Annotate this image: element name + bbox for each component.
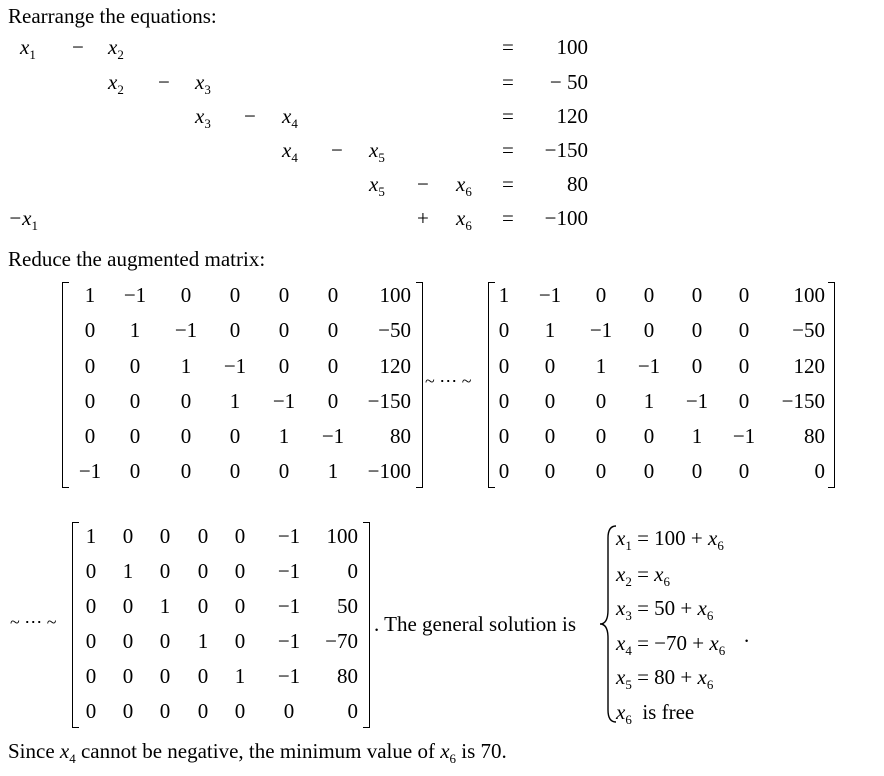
matrix-cell: 0 (278, 318, 290, 342)
matrix-cell: 0 (498, 354, 510, 378)
matrix-cell: 0 (738, 318, 750, 342)
matrix-cell: 100 (793, 283, 825, 307)
heading-rearrange: Rearrange the equations: (8, 4, 217, 28)
matrix-cell: 0 (197, 524, 209, 548)
matrix-cell: 0 (595, 283, 607, 307)
matrix-cell: 0 (691, 318, 703, 342)
matrix-cell: 0 (278, 459, 290, 483)
matrix-cell: 1 (85, 524, 97, 548)
equation-1-operator: − (72, 35, 84, 59)
matrix-cell: 0 (159, 524, 171, 548)
matrix-cell: 0 (229, 283, 241, 307)
conclusion-var-x4: $x_4$ (59, 739, 76, 766)
matrix-cell: 0 (738, 389, 750, 413)
matrix-cell: 0 (327, 354, 339, 378)
matrix-cell: −1 (277, 524, 301, 548)
equation-4-equals: = (502, 138, 514, 162)
equation-6-term-b: $x_6$ (456, 206, 472, 233)
matrix-cell: 0 (544, 389, 556, 413)
matrix-cell: 1 (544, 318, 556, 342)
conclusion-mid: cannot be negative, the minimum value of (75, 739, 441, 763)
matrix-cell: 0 (84, 318, 96, 342)
equation-2-term-b: $x_3$ (195, 70, 211, 97)
matrix-cell: −1 (637, 354, 661, 378)
matrix-cell: 0 (498, 424, 510, 448)
equation-5-equals: = (502, 172, 514, 196)
heading-reduce: Reduce the augmented matrix: (8, 247, 266, 271)
solution-row-3: $x_3 = 50 + x_6$ (616, 596, 714, 623)
matrix-cell: −1 (78, 459, 102, 483)
matrix-cell: 1 (84, 283, 96, 307)
matrix-cell: 0 (234, 594, 246, 618)
equation-3-equals: = (502, 104, 514, 128)
conclusion-sentence (8, 741, 507, 765)
equation-4-operator: − (331, 138, 343, 162)
matrix-cell: 0 (278, 354, 290, 378)
matrix-cell: 0 (234, 524, 246, 548)
matrix-cell: 0 (129, 354, 141, 378)
matrix-cell: −1 (321, 424, 345, 448)
equation-1-rhs: 100 (556, 35, 588, 59)
matrix-cell: 0 (544, 354, 556, 378)
equation-3-term-b: $x_4$ (282, 104, 298, 131)
matrix-cell: 1 (159, 594, 171, 618)
matrix-cell: 0 (544, 424, 556, 448)
matrix-cell: 0 (643, 424, 655, 448)
matrix-cell: 120 (379, 354, 411, 378)
equation-1-term-b: $x_2$ (108, 35, 124, 62)
matrix-cell: 0 (129, 389, 141, 413)
matrix-cell: 0 (738, 283, 750, 307)
matrix-cell: 0 (85, 699, 97, 723)
equation-4-term-b: $x_5$ (369, 138, 385, 165)
matrix-cell: 0 (234, 699, 246, 723)
matrix-cell: 0 (129, 424, 141, 448)
matrix-cell: 0 (180, 424, 192, 448)
matrix-cell: 0 (498, 318, 510, 342)
matrix-cell: 0 (595, 389, 607, 413)
matrix-cell: 1 (122, 559, 134, 583)
matrix-cell: 0 (122, 524, 134, 548)
matrix-cell: 0 (327, 318, 339, 342)
equation-1-equals: = (502, 35, 514, 59)
matrix-cell: 0 (197, 559, 209, 583)
equation-1-term-a: $x_1$ (20, 35, 36, 62)
matrix-cell: 0 (814, 459, 825, 483)
equation-4-rhs: −150 (544, 138, 588, 162)
equation-2-operator: − (158, 70, 170, 94)
equation-5-operator: − (417, 172, 429, 196)
matrix-cell: 0 (234, 559, 246, 583)
matrix-cell: −1 (538, 283, 562, 307)
matrix-cell: 1 (278, 424, 290, 448)
matrix-cell: 1 (234, 664, 246, 688)
matrix-cell: 0 (180, 459, 192, 483)
matrix-cell: 0 (85, 664, 97, 688)
equation-5-rhs: 80 (567, 172, 588, 196)
solution-row-6: $x_6$ is free (616, 700, 695, 727)
equation-2-term-a: $x_2$ (108, 70, 124, 97)
matrix-cell: 0 (229, 318, 241, 342)
matrix-cell: 0 (278, 283, 290, 307)
matrix-cell: 0 (85, 559, 97, 583)
matrix-cell: 0 (643, 318, 655, 342)
matrix-cell: −1 (277, 629, 301, 653)
matrix-cell: 0 (347, 559, 358, 583)
matrix-cell: −1 (123, 283, 147, 307)
matrix-cell: 0 (129, 459, 141, 483)
general-solution-label: . The general solution is (374, 612, 576, 636)
matrix-cell: −150 (367, 389, 411, 413)
equation-5-term-b: $x_6$ (456, 172, 472, 199)
matrix-cell: 0 (229, 459, 241, 483)
matrix-cell: 0 (595, 459, 607, 483)
matrix-cell: 1 (129, 318, 141, 342)
equation-2-rhs: − 50 (549, 70, 588, 94)
matrix-cell: 1 (498, 283, 510, 307)
matrix-cell: −1 (174, 318, 198, 342)
matrix-cell: 0 (122, 699, 134, 723)
matrix-cell: 0 (180, 283, 192, 307)
matrix-cell: −150 (781, 389, 825, 413)
solution-row-1: $x_1 = 100 + x_6$ (616, 526, 724, 553)
matrix-cell: 0 (347, 699, 358, 723)
matrix-right-bracket (363, 522, 370, 728)
equation-5-term-a: $x_5$ (369, 172, 385, 199)
matrix-cell: 100 (379, 283, 411, 307)
matrix-cell: 0 (643, 283, 655, 307)
matrix-cell: 80 (390, 424, 411, 448)
matrix-cell: −1 (223, 354, 247, 378)
matrix-cell: 80 (804, 424, 825, 448)
row-equivalence-symbol-2: ~ ⋯ ~ (10, 612, 57, 632)
matrix-right-bracket (416, 282, 423, 488)
matrix-cell: 0 (498, 389, 510, 413)
matrix-cell: −50 (378, 318, 411, 342)
matrix-cell: −1 (685, 389, 709, 413)
equation-6-operator: + (417, 206, 429, 230)
matrix-cell: 1 (595, 354, 607, 378)
matrix-cell: −1 (589, 318, 613, 342)
equation-6-equals: = (502, 206, 514, 230)
matrix-cell: 0 (84, 389, 96, 413)
solution-period: . (744, 623, 750, 647)
matrix-cell: 1 (691, 424, 703, 448)
matrix-cell: 0 (197, 664, 209, 688)
equation-4-term-a: $x_4$ (282, 138, 298, 165)
matrix-left-bracket (72, 522, 79, 728)
matrix-cell: 0 (159, 699, 171, 723)
matrix-cell: 0 (197, 594, 209, 618)
solution-row-2: $x_2 = x_6$ (616, 562, 670, 589)
matrix-cell: 1 (180, 354, 192, 378)
matrix-cell: 0 (544, 459, 556, 483)
matrix-cell: 0 (159, 629, 171, 653)
matrix-cell: −1 (277, 594, 301, 618)
equation-6-rhs: −100 (544, 206, 588, 230)
matrix-cell: −70 (325, 629, 358, 653)
matrix-cell: 0 (84, 354, 96, 378)
matrix-cell: 1 (643, 389, 655, 413)
equation-2-equals: = (502, 70, 514, 94)
left-brace (598, 524, 618, 724)
matrix-cell: 0 (691, 283, 703, 307)
matrix-cell: 0 (691, 354, 703, 378)
solution-row-5: $x_5 = 80 + x_6$ (616, 665, 714, 692)
equation-3-rhs: 120 (556, 104, 588, 128)
equation-6-term-a: $-x_1$ (8, 206, 38, 233)
matrix-cell: 1 (327, 459, 339, 483)
matrix-cell: −1 (272, 389, 296, 413)
matrix-cell: 0 (498, 459, 510, 483)
matrix-cell: 80 (337, 664, 358, 688)
matrix-cell: 0 (595, 424, 607, 448)
matrix-cell: −1 (277, 664, 301, 688)
matrix-cell: 0 (327, 389, 339, 413)
matrix-cell: 120 (793, 354, 825, 378)
matrix-cell: 0 (197, 699, 209, 723)
matrix-cell: 0 (643, 459, 655, 483)
matrix-cell: 0 (84, 424, 96, 448)
matrix-cell: 50 (337, 594, 358, 618)
matrix-cell: 0 (159, 559, 171, 583)
equation-3-operator: − (244, 104, 256, 128)
matrix-cell: 0 (180, 389, 192, 413)
matrix-cell: 0 (229, 424, 241, 448)
matrix-cell: 0 (122, 594, 134, 618)
matrix-cell: −50 (792, 318, 825, 342)
matrix-cell: 0 (234, 629, 246, 653)
matrix-cell: 1 (229, 389, 241, 413)
matrix-right-bracket (828, 282, 835, 488)
matrix-cell: 0 (159, 664, 171, 688)
equation-3-term-a: $x_3$ (195, 104, 211, 131)
matrix-cell: 0 (122, 629, 134, 653)
matrix-cell: 0 (122, 664, 134, 688)
matrix-cell: 100 (326, 524, 358, 548)
matrix-cell: −1 (277, 559, 301, 583)
matrix-cell: 0 (327, 283, 339, 307)
matrix-cell: 0 (738, 459, 750, 483)
matrix-left-bracket (62, 282, 69, 488)
matrix-cell: 0 (738, 354, 750, 378)
row-equivalence-symbol: ~ ⋯ ~ (425, 371, 472, 391)
matrix-cell: 1 (197, 629, 209, 653)
conclusion-var-x6: $x_6$ (440, 739, 457, 766)
matrix-cell: −100 (367, 459, 411, 483)
matrix-left-bracket (488, 282, 495, 488)
solution-row-4: $x_4 = -70 + x_6$ (616, 631, 726, 658)
matrix-cell: 0 (85, 629, 97, 653)
matrix-cell: −1 (732, 424, 756, 448)
conclusion-post: is 70. (456, 739, 507, 763)
matrix-cell: 0 (85, 594, 97, 618)
matrix-cell: 0 (691, 459, 703, 483)
matrix-cell: 0 (283, 699, 295, 723)
conclusion-pre: Since (8, 739, 60, 763)
